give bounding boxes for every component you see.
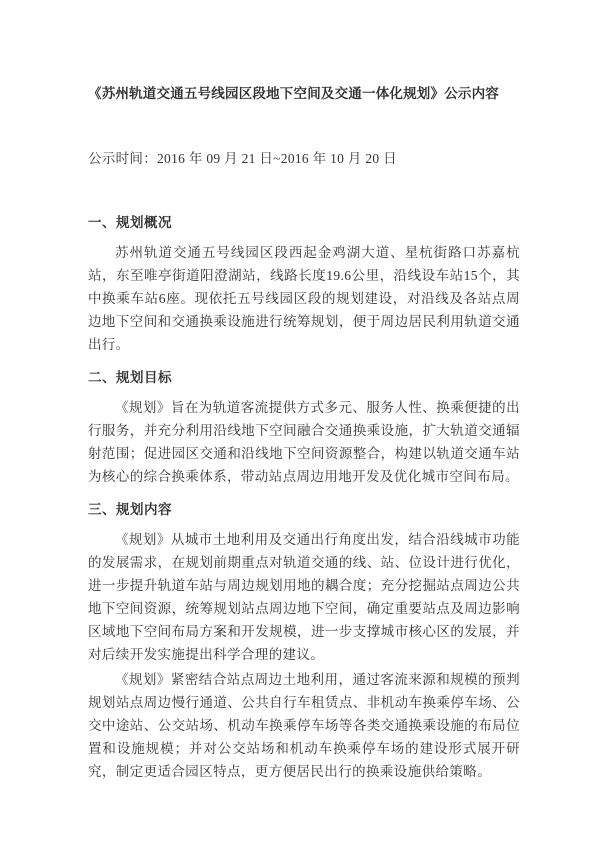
paragraph-plan-goals: 《规划》旨在为轨道客流提供方式多元、服务人性、换乘便捷的出行服务，并充分利用沿线地下空间融合交通换乘设施，扩大轨道交通辐射范围；促进园区交通和沿线地下空间资源整合，构建以轨道交通车站为核心的综合换乘体系，带动站点周边用地开发及优化城市空间布局。 (88, 400, 520, 484)
section-plan-goals (88, 366, 520, 488)
section-plan-content (88, 498, 520, 783)
section-heading-plan-goals: 二、规划目标 (88, 370, 172, 385)
publish-time-line: 公示时间：2016 年 09 月 21 日~2016 年 10 月 20 日 (88, 151, 397, 166)
document-title: 《苏州轨道交通五号线园区段地下空间及交通一体化规划》公示内容 (88, 86, 499, 101)
section-plan-overview (88, 211, 520, 356)
paragraph-plan-content-2: 《规划》紧密结合站点周边土地利用，通过客流来源和规模的预判规划站点周边慢行通道、公共自行车租赁点、非机动车换乘停车场、公交中途站、公交站场、机动车换乘停车场等各类交通换乘设施的布局位置和设施规模；并对公交站场和机动车换乘停车场的建设形式展开研究，制定更适合园区特点，更方便居民出行的换乘设施供给策略。 (88, 672, 520, 779)
paragraph-plan-overview: 苏州轨道交通五号线园区段西起金鸡湖大道、星杭街路口苏嘉杭站，东至唯亭街道阳澄湖站，线路长度19.6公里，沿线设车站15个，其中换乘车站6座。现依托五号线园区段的规划建设，对沿线及各站点周边地下空间和交通换乘设施进行统筹规划，便于周边居民利用轨道交通出行。 (88, 245, 520, 352)
paragraph-plan-content-1: 《规划》从城市土地利用及交通出行角度出发，结合沿线城市功能的发展需求，在规划前期重点对轨道交通的线、站、位设计进行优化，进一步提升轨道车站与周边规划用地的耦合度；充分挖掘站点周边公共地下空间资源，统筹规划站点周边地下空间，确定重要站点及周边影响区域地下空间布局方案和开发规模，进一步支撑城市核心区的发展，并对后续开发实施提出科学合理的建议。 (88, 532, 520, 662)
section-heading-plan-overview: 一、规划概况 (88, 215, 172, 230)
section-heading-plan-content: 三、规划内容 (88, 502, 172, 517)
